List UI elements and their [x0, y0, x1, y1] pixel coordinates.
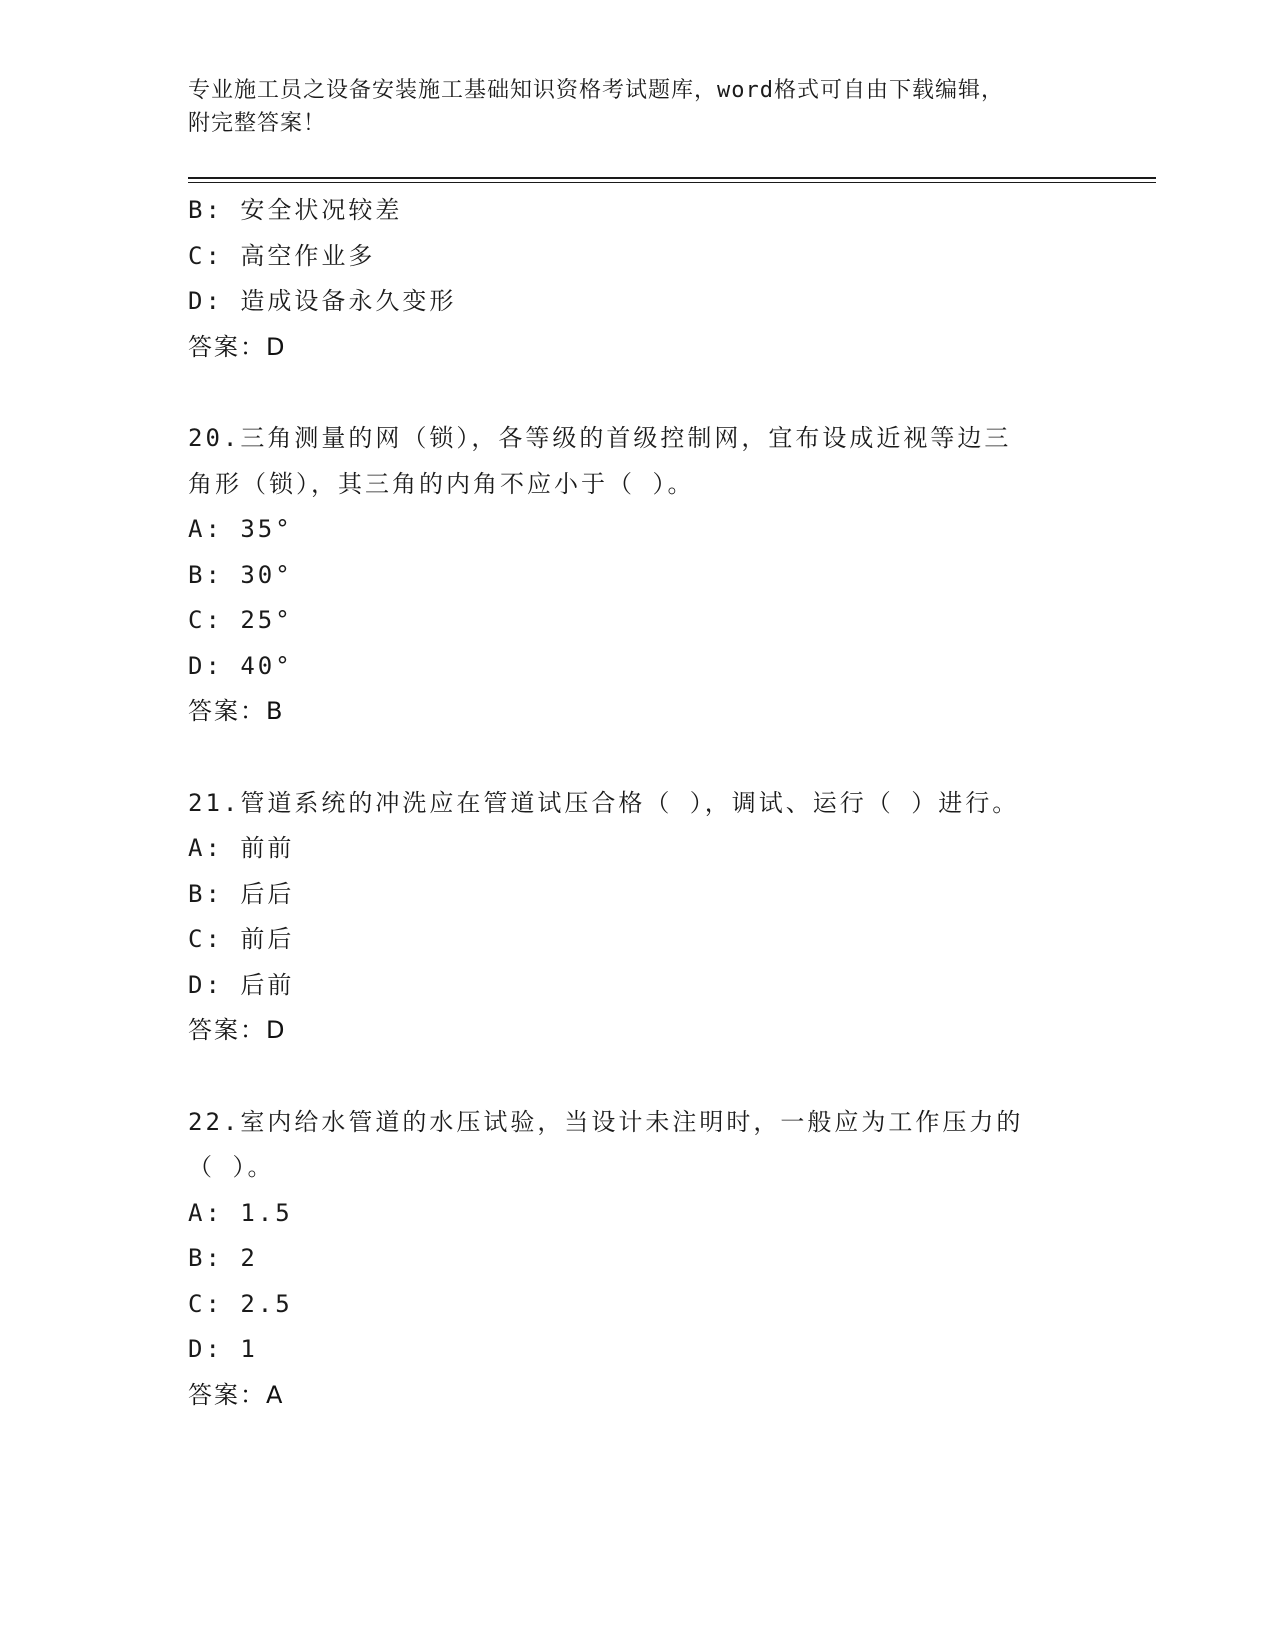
option-b: B: 30° — [188, 560, 293, 589]
header-line-2: 附完整答案！ — [188, 111, 327, 136]
option-d: D: 1 — [188, 1335, 258, 1363]
option-a: A: 前前 — [188, 834, 295, 862]
option-d: D: 40° — [188, 651, 293, 680]
question-text-line-2: 角形（锁），其三角的内角不应小于（ ）。 — [188, 469, 695, 498]
answer-line: 答案：D — [188, 332, 287, 361]
question-text-line-2: （ ）。 — [188, 1153, 275, 1181]
option-c: C: 2.5 — [188, 1289, 293, 1318]
header-line-1: 专业施工员之设备安装施工基础知识资格考试题库，word格式可自由下载编辑， — [188, 78, 1004, 103]
option-c: C: 前后 — [188, 925, 295, 953]
option-b: B: 2 — [188, 1244, 258, 1272]
option-b: B: 安全状况较差 — [188, 196, 403, 224]
option-a: A: 35° — [188, 515, 293, 543]
question-list — [188, 188, 1088, 1418]
answer-line: 答案：D — [188, 1016, 287, 1044]
answer-line: 答案：B — [188, 697, 285, 725]
header-divider-thin — [188, 182, 1156, 183]
option-d: D: 造成设备永久变形 — [188, 287, 457, 315]
question-19-continued — [188, 188, 1088, 370]
option-b: B: 后后 — [188, 879, 295, 908]
option-c: C: 高空作业多 — [188, 241, 376, 270]
question-text-line-1: 21.管道系统的冲洗应在管道试压合格（ ），调试、运行（ ）进行。 — [188, 788, 1020, 817]
question-21 — [188, 781, 1088, 1054]
answer-line: 答案：A — [188, 1380, 285, 1409]
question-text-line-1: 22.室内给水管道的水压试验，当设计未注明时，一般应为工作压力的 — [188, 1107, 1024, 1136]
question-20 — [188, 416, 1088, 735]
question-text-line-1: 20.三角测量的网（锁），各等级的首级控制网，宜布设成近视等边三 — [188, 424, 1012, 452]
header-divider-thick — [188, 177, 1156, 179]
option-a: A: 1.5 — [188, 1198, 293, 1227]
option-c: C: 25° — [188, 606, 293, 634]
option-d: D: 后前 — [188, 970, 295, 999]
question-22 — [188, 1100, 1088, 1419]
document-header — [188, 74, 1088, 140]
